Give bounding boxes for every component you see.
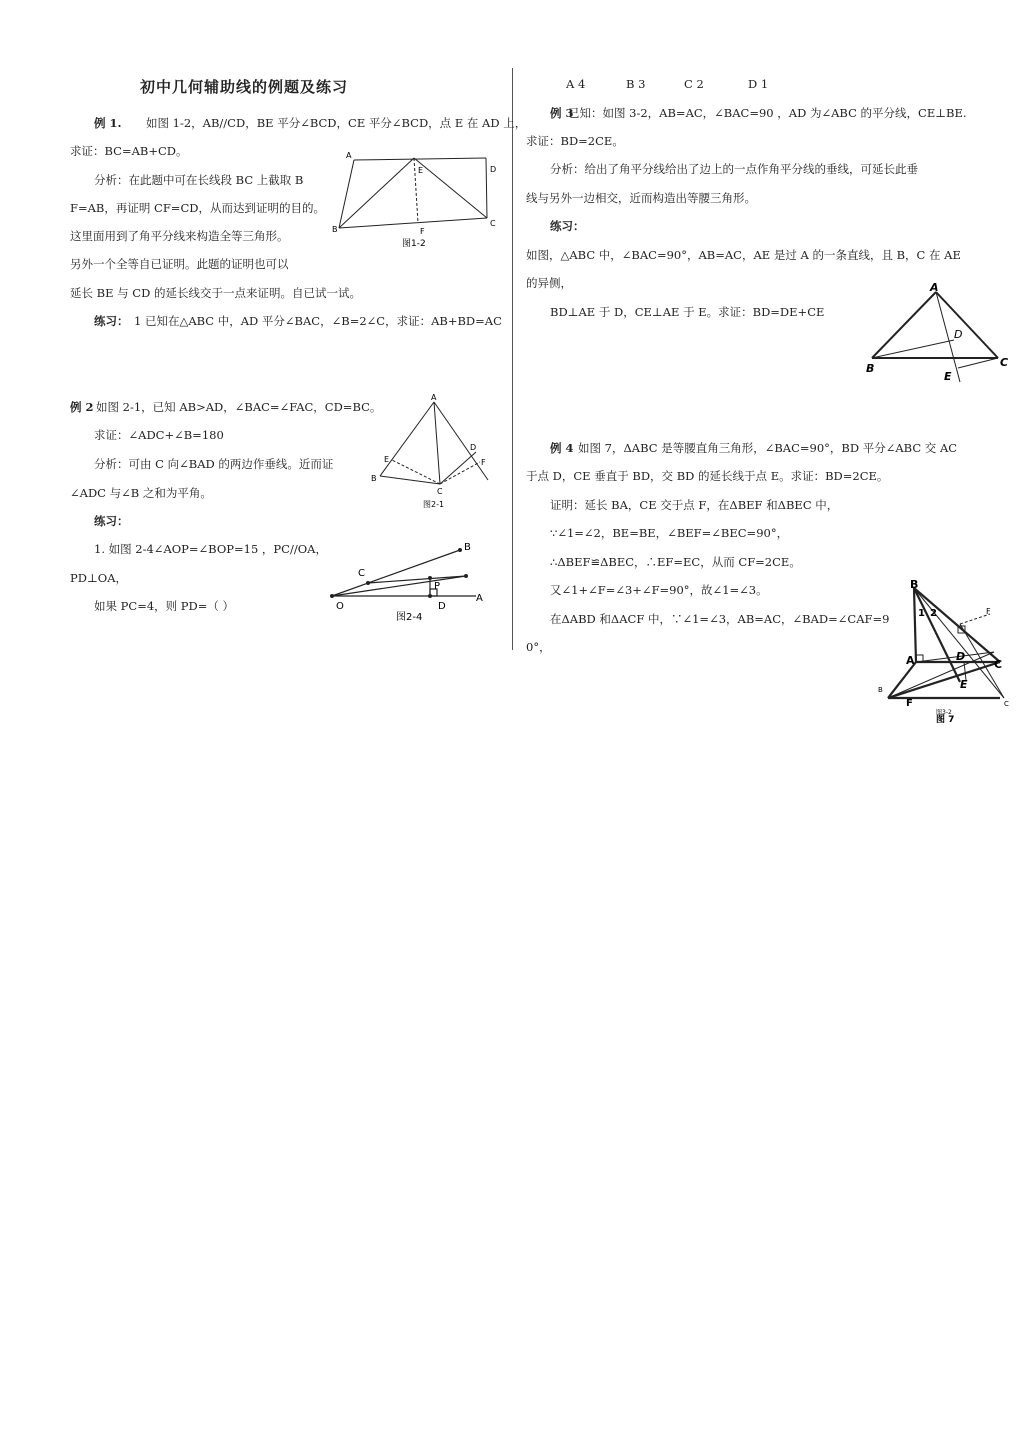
figure-2-1 (368, 392, 494, 514)
fig7-label-B-small: B (878, 686, 883, 694)
example-3-line3: 分析：给出了角平分线给出了边上的一点作角平分线的垂线，可延长此垂 (550, 162, 918, 176)
choice-a: A 4 (566, 77, 586, 91)
fig24-label-O: O (336, 601, 344, 612)
example-1-analysis-3: 这里面用到了角平分线来构造全等三角形。 (70, 229, 289, 243)
example-1-line1: 如图 1-2，AB//CD，BE 平分∠BCD，CE 平分∠BCD，点 E 在 AD 上， (146, 116, 527, 130)
practice-1-label: 练习： (94, 314, 129, 328)
example-4-proof-6: 0°， (526, 640, 551, 654)
practice-3-line2: 的异侧， (526, 276, 572, 290)
fig12-label-F: F (420, 227, 425, 236)
example-2-line4: ∠ADC 与∠B 之和为平角。 (70, 486, 212, 500)
fig7-label-A: A (906, 654, 915, 667)
fig21-caption: 图2-1 (423, 500, 445, 509)
example-4-line2: 于点 D，CE 垂直于 BD，交 BD 的延长线于点 E。求证：BD=2CE。 (526, 469, 889, 483)
figure-2-4 (326, 538, 490, 624)
example-2-line1: 如图 2-1，已知 AB>AD，∠BAC=∠FAC，CD=BC。 (96, 400, 382, 414)
fig21-label-F: F (481, 458, 486, 467)
example-4-proof-2: ∵∠1=∠2，BE=BE，∠BEF=∠BEC=90°， (550, 526, 789, 540)
fig21-label-D: D (470, 443, 477, 452)
figP-label-E: E (944, 370, 952, 383)
example-4-proof-3: ∴ΔBEF≌ΔBEC，∴EF=EC，从而 CF=2CE。 (550, 555, 801, 569)
fig21-label-A: A (431, 393, 437, 402)
fig7-label-2: 2 (930, 608, 937, 619)
practice-2-line3: 如果 PC=4，则 PD=（ ） (94, 599, 235, 613)
fig7-caption: 图 7 (936, 715, 955, 725)
choice-b: B 3 (626, 77, 646, 91)
fig12-caption: 图1-2 (402, 239, 426, 249)
figP-label-D: D (954, 328, 963, 341)
example-2-line3: 分析：可由 C 向∠BAD 的两边作垂线。近而证 (94, 457, 334, 471)
figure-1-2 (334, 146, 504, 252)
practice-3-line3: BD⊥AE 于 D，CE⊥AE 于 E。求证：BD=DE+CE (550, 305, 825, 319)
example-4-line1: 如图 7，ΔABC 是等腰直角三角形，∠BAC=90°，BD 平分∠ABC 交 AC (578, 441, 958, 455)
practice-2-line1: 1. 如图 2-4∠AOP=∠BOP=15 ，PC//OA， (94, 542, 327, 556)
practice-1-text: 1 已知在△ABC 中，AD 平分∠BAC，∠B=2∠C，求证：AB+BD=AC (134, 314, 502, 328)
practice-2-label: 练习： (94, 514, 129, 528)
example-3-line2: 求证：BD=2CE。 (526, 134, 624, 148)
fig21-label-E: E (384, 455, 390, 464)
fig7-label-F: F (986, 607, 991, 616)
fig7-label-C-small: C (1004, 700, 1009, 708)
example-1-analysis-2: F=AB，再证明 CF=CD，从而达到证明的目的。 (70, 201, 325, 215)
example-4-proof-4: 又∠1+∠F=∠3+∠F=90°，故∠1=∠3。 (550, 583, 768, 597)
fig24-label-P: P (434, 581, 441, 592)
example-1-analysis-4: 另外一个全等自已证明。此题的证明也可以 (70, 257, 289, 271)
figP-label-C: C (1000, 356, 1009, 369)
choice-c: C 2 (684, 77, 704, 91)
practice-3-label: 练习： (550, 219, 585, 233)
fig7-subcaption: 图3-2 (936, 709, 952, 716)
practice-2-line2: PD⊥OA， (70, 571, 128, 585)
fig12-label-C: C (490, 219, 496, 228)
page-title: 初中几何辅助线的例题及练习 (140, 78, 349, 96)
example-4-label: 例 4 (550, 441, 574, 455)
fig7-label-1: 1 (918, 608, 925, 619)
column-divider (512, 68, 513, 650)
practice-3-line1: 如图，△ABC 中，∠BAC=90°，AB=AC，AE 是过 A 的一条直线，且 B，C 在 AE (526, 248, 961, 262)
figP-label-B: B (866, 362, 875, 375)
fig7-label-D: D (956, 650, 966, 663)
fig21-label-C: C (437, 487, 443, 496)
figure-7 (874, 574, 1014, 724)
example-3-line1: 已知：如图 3-2，AB=AC，∠BAC=90 ，AD 为∠ABC 的平分线，CE⊥BE. (568, 106, 967, 120)
fig7-label-E: E (960, 678, 968, 691)
choice-d: D 1 (748, 77, 769, 91)
fig24-label-A: A (476, 593, 483, 604)
figure-practice-3 (862, 278, 1014, 384)
fig21-label-B: B (371, 474, 377, 483)
example-2-label: 例 2 (70, 400, 94, 414)
example-4-proof-5: 在ΔABD 和ΔACF 中，∵∠1=∠3，AB=AC，∠BAD=∠CAF=9 (550, 612, 890, 626)
fig24-label-D: D (438, 601, 446, 612)
example-3-line4: 线与另外一边相交，近而构造出等腰三角形。 (526, 191, 756, 205)
example-1-analysis-5: 延长 BE 与 CD 的延长线交于一点来证明。自已试一试。 (70, 286, 361, 300)
fig24-caption: 图2-4 (396, 612, 423, 623)
fig7-label-C: C (994, 658, 1003, 671)
example-2-line2: 求证：∠ADC+∠B=180 (94, 428, 224, 442)
fig7-label-B: B (910, 578, 919, 591)
fig12-label-B: B (332, 225, 338, 234)
fig24-label-B: B (464, 542, 471, 553)
example-1-line2: 求证：BC=AB+CD。 (70, 144, 188, 158)
fig12-label-E: E (418, 166, 424, 175)
fig7-label-F-bottom: F (906, 698, 913, 709)
example-3-label: 例 3 (550, 106, 574, 120)
fig24-label-C: C (358, 568, 365, 579)
fig12-label-A: A (346, 151, 352, 160)
example-1-label: 例 1. (94, 116, 122, 130)
example-1-analysis-1: 分析：在此题中可在长线段 BC 上截取 B (94, 173, 304, 187)
example-4-proof-1: 证明：延长 BA，CE 交于点 F，在ΔBEF 和ΔBEC 中， (550, 498, 839, 512)
fig12-label-D: D (490, 165, 497, 174)
figP-label-A: A (930, 281, 939, 294)
